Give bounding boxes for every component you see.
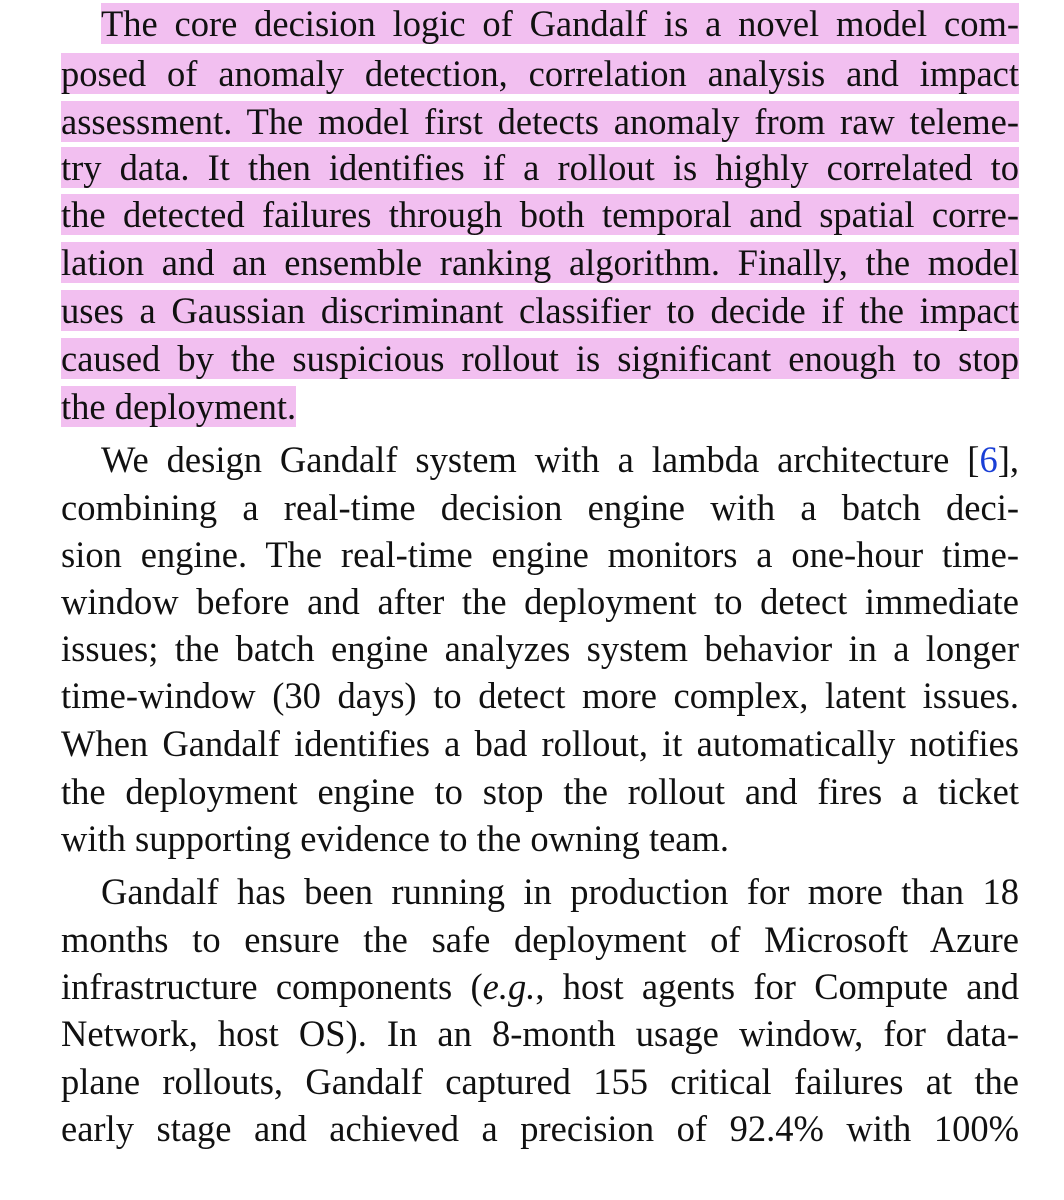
paragraph-1-line-8 (61, 335, 1019, 383)
highlight-span: posed of anomaly detection, correlation analysis and impact (61, 53, 1019, 94)
paragraph-3-line-6: early stage and achieved a precision of 92.4% with 100% (61, 1108, 1019, 1149)
paragraph-1-line-1 (61, 0, 1019, 48)
highlight-span: The core decision logic of Gandalf is a novel model com- (101, 3, 1019, 44)
paragraph-1-line-3 (61, 98, 1019, 146)
paragraph-3-line-2: months to ensure the safe deployment of Microsoft Azure (61, 919, 1019, 960)
highlight-span: the deployment. (61, 386, 297, 427)
highlight-span: lation and an ensemble ranking algorithm. Finally, the model (61, 242, 1019, 283)
paragraph-2-text-before-ref: We design Gandalf system with a lambda architecture [ (101, 439, 980, 480)
paragraph-2-line-7: When Gandalf identifies a bad rollout, it automatically notifies (61, 723, 1019, 764)
paragraph-1-line-6 (61, 239, 1019, 287)
paragraph-2-line-3: sion engine. The real-time engine monitors a one-hour time- (61, 534, 1019, 575)
highlight-span: the detected failures through both temporal and spatial corre- (61, 194, 1019, 235)
paragraph-1-line-5 (61, 191, 1019, 239)
paragraph-3-text-before-em: infrastructure components ( (61, 966, 483, 1007)
highlight-span: assessment. The model first detects anomaly from raw teleme- (61, 101, 1019, 142)
paragraph-3-text-after-em: , host agents for Compute and (535, 966, 1019, 1007)
paragraph-3-text (61, 966, 1019, 1007)
paragraph-3-line-5: plane rollouts, Gandalf captured 155 critical failures at the (61, 1061, 1019, 1102)
citation-link[interactable]: 6 (979, 439, 998, 480)
highlight-span: try data. It then identifies if a rollout is highly correlated to (61, 147, 1019, 188)
paragraph-1-line-4 (61, 144, 1019, 192)
paragraph-2-line-9: with supporting evidence to the owning team. (61, 818, 730, 859)
paragraph-2-text-after-ref: ], (997, 439, 1019, 480)
paragraph-3-line-4: Network, host OS). In an 8-month usage window, for data- (61, 1013, 1019, 1054)
paragraph-2-line-4: window before and after the deployment to detect immediate (61, 581, 1019, 622)
paragraph-1-line-2 (61, 50, 1019, 98)
paragraph-2-line-6: time-window (30 days) to detect more complex, latent issues. (61, 675, 1019, 716)
paragraph-1-line-7 (61, 287, 1019, 335)
paragraph-2-line-2: combining a real-time decision engine with a batch deci- (61, 487, 1019, 528)
paragraph-3-line-1: Gandalf has been running in production for more than 18 (101, 871, 1019, 912)
paragraph-1-line-9 (61, 383, 296, 431)
highlight-span: caused by the suspicious rollout is significant enough to stop (61, 338, 1019, 379)
emphasis-eg: e.g. (482, 966, 536, 1007)
paragraph-2-line-5: issues; the batch engine analyzes system behavior in a longer (61, 628, 1019, 669)
paragraph-3-line-3 (61, 963, 1019, 1011)
paragraph-2-line-1 (61, 436, 1019, 484)
highlight-span: uses a Gaussian discriminant classifier to decide if the impact (61, 290, 1019, 331)
paragraph-2-text (101, 439, 1019, 480)
paragraph-2-line-8: the deployment engine to stop the rollout and fires a ticket (61, 771, 1019, 812)
